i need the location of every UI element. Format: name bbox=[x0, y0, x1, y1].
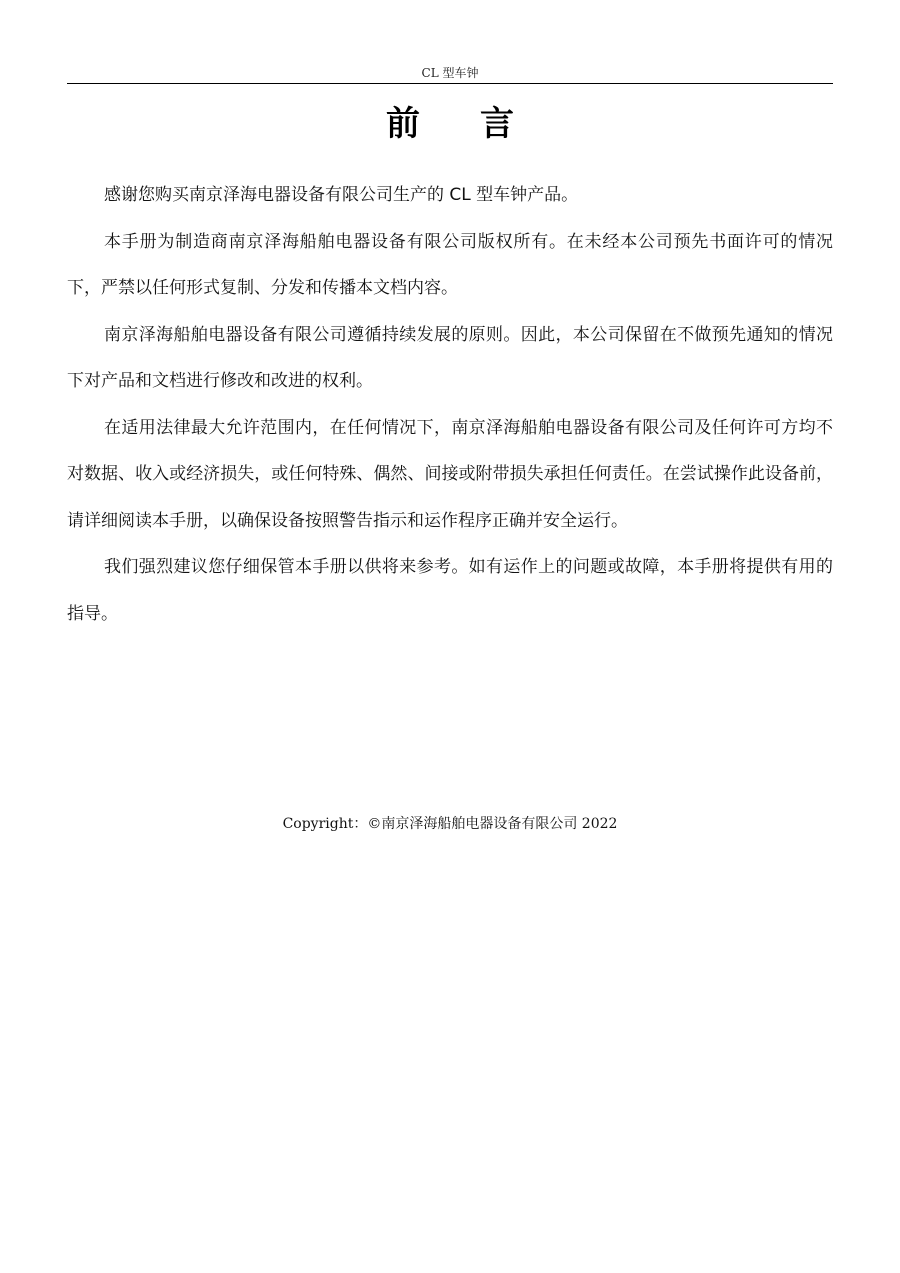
page-title-char-1: 前 bbox=[386, 104, 420, 144]
page-title bbox=[0, 102, 900, 146]
paragraph-thanks: 感谢您购买南京泽海电器设备有限公司生产的 CL 型车钟产品。 bbox=[104, 185, 579, 205]
preface-body bbox=[67, 172, 833, 637]
paragraph-keep-manual: 我们强烈建议您仔细保管本手册以供将来参考。如有运作上的问题或故障，本手册将提供有用的指导。 bbox=[67, 557, 833, 624]
paragraph-copyright-notice: 本手册为制造商南京泽海船舶电器设备有限公司版权所有。在未经本公司预先书面许可的情况下，严禁以任何形式复制、分发和传播本文档内容。 bbox=[67, 231, 833, 298]
copyright-line: Copyright：©南京泽海船舶电器设备有限公司 2022 bbox=[282, 816, 618, 832]
page-title-char-2: 言 bbox=[480, 104, 514, 144]
paragraph-development-policy: 南京泽海船舶电器设备有限公司遵循持续发展的原则。因此，本公司保留在不做预先通知的情况下对产品和文档进行修改和改进的权利。 bbox=[67, 324, 833, 391]
paragraph-liability-disclaimer: 在适用法律最大允许范围内，在任何情况下，南京泽海船舶电器设备有限公司及任何许可方均不对数据、收入或经济损失，或任何特殊、偶然、间接或附带损失承担任何责任。在尝试操作此设备前，请详细阅读本手册，以确保设备按照警告指示和运作程序正确并安全运行。 bbox=[67, 417, 833, 531]
running-header: CL 型车钟 bbox=[67, 64, 833, 84]
